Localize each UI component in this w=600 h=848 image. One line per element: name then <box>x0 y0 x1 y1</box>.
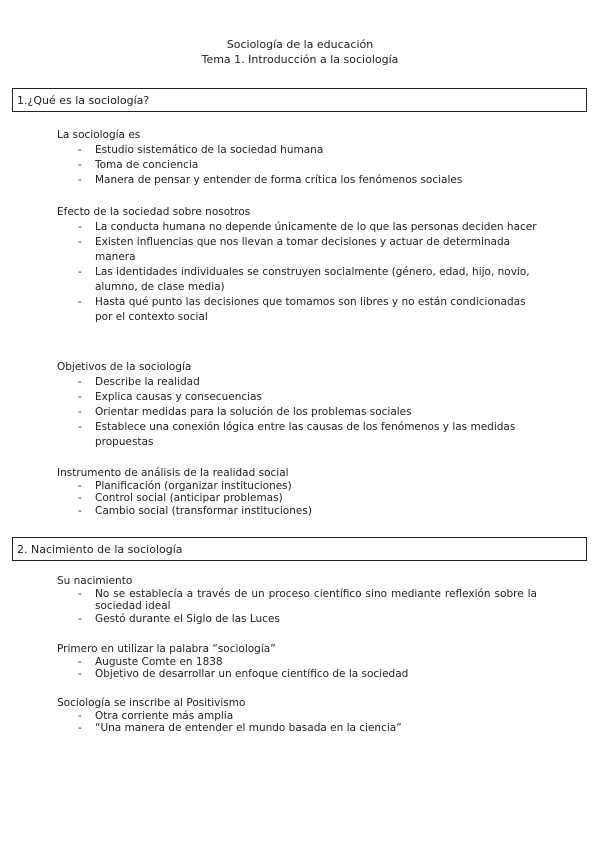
block-heading: Efecto de la sociedad sobre nosotros <box>57 206 251 218</box>
list-item: - Objetivo de desarrollar un enfoque científico de la sociedad <box>57 668 537 681</box>
list-item: - No se establecía a través de un proceso científico sino mediante reflexión sobre la sociedad ideal <box>57 588 537 613</box>
list-item: - Estudio sistemático de la sociedad humana <box>57 143 537 158</box>
bullet-list <box>57 480 537 518</box>
list-item: - Establece una conexión lógica entre las causas de los fenómenos y las medidas propuestas <box>57 420 537 450</box>
list-item: - Control social (anticipar problemas) <box>57 492 537 505</box>
list-item: - Manera de pensar y entender de forma crítica los fenómenos sociales <box>57 173 537 188</box>
section-2-heading: 2. Nacimiento de la sociología <box>12 537 587 561</box>
bullet-list <box>57 588 537 626</box>
list-item: - Otra corriente más amplia <box>57 710 537 723</box>
bullet-list <box>57 143 537 188</box>
list-item: - Toma de conciencia <box>57 158 537 173</box>
block-heading: Objetivos de la sociología <box>57 361 192 373</box>
block-heading: Instrumento de análisis de la realidad social <box>57 467 289 479</box>
document-subtitle: Tema 1. Introducción a la sociología <box>201 53 399 66</box>
block-positivismo <box>57 697 537 735</box>
block-objetivos <box>57 360 537 450</box>
list-item: - Planificación (organizar instituciones) <box>57 480 537 493</box>
list-item: - Hasta qué punto las decisiones que tomamos son libres y no están condicionadas por el contexto social <box>57 295 537 325</box>
block-heading: Sociología se inscribe al Positivismo <box>57 697 246 709</box>
block-heading: La sociología es <box>57 129 141 141</box>
bullet-list <box>57 710 537 735</box>
list-item: - “Una manera de entender el mundo basada en la ciencia” <box>57 722 537 735</box>
bullet-list <box>57 220 537 325</box>
block-su-nacimiento <box>57 575 537 625</box>
block-efecto-sociedad <box>57 205 537 325</box>
list-item: - Las identidades individuales se construyen socialmente (género, edad, hijo, novio, alumno, de clase media) <box>57 265 537 295</box>
list-item: - La conducta humana no depende únicamente de lo que las personas deciden hacer <box>57 220 537 235</box>
list-item: - Existen influencias que nos llevan a tomar decisiones y actuar de determinada manera <box>57 235 537 265</box>
list-item: - Cambio social (transformar instituciones) <box>57 505 537 518</box>
list-item: - Auguste Comte en 1838 <box>57 656 537 669</box>
list-item: - Orientar medidas para la solución de los problemas sociales <box>57 405 537 420</box>
block-la-sociologia-es <box>57 128 537 188</box>
list-item: - Describe la realidad <box>57 375 537 390</box>
list-item: - Explica causas y consecuencias <box>57 390 537 405</box>
bullet-list <box>57 656 537 681</box>
block-primero-utilizar <box>57 643 537 681</box>
block-heading: Su nacimiento <box>57 575 133 587</box>
list-item: - Gestó durante el Siglo de las Luces <box>57 613 537 626</box>
block-heading: Primero en utilizar la palabra “sociología” <box>57 643 276 655</box>
bullet-list <box>57 375 537 450</box>
block-instrumento <box>57 467 537 517</box>
document-title: Sociología de la educación <box>226 38 374 51</box>
section-1-heading: 1.¿Qué es la sociología? <box>12 88 587 112</box>
